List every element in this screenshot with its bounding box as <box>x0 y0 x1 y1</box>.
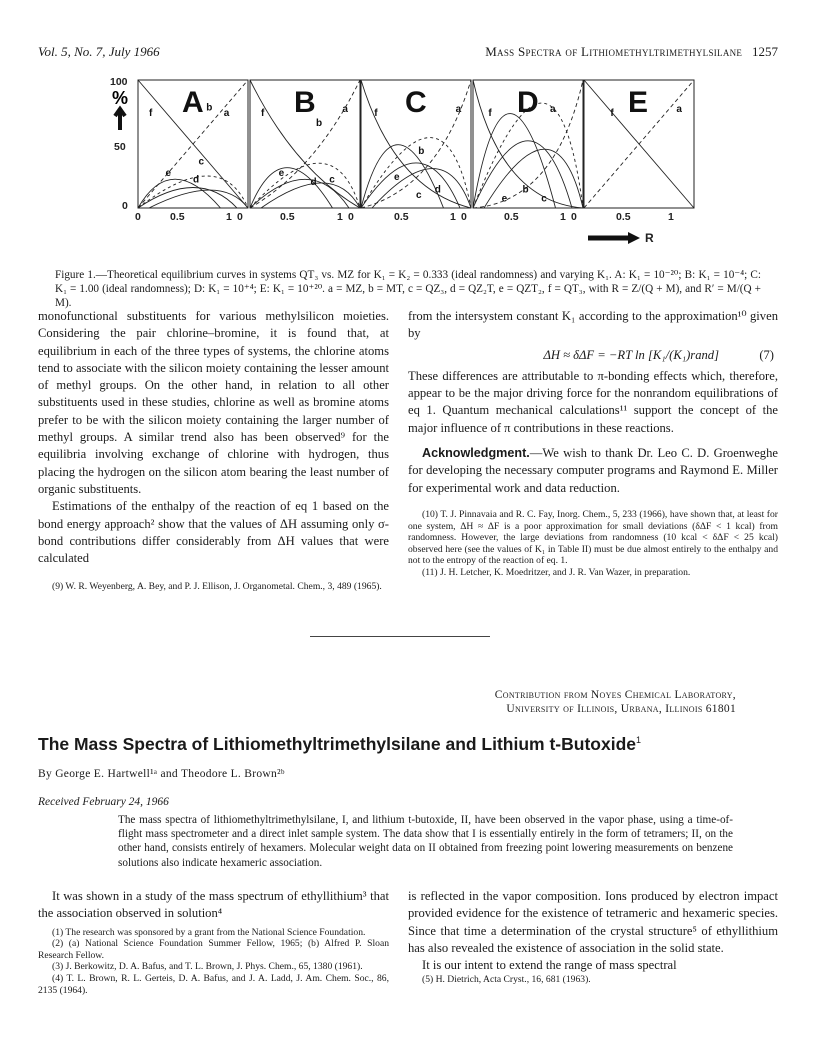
curve-label: b <box>522 184 529 196</box>
figure-1-curves <box>100 72 700 252</box>
x-tick: 0.5 <box>394 211 409 223</box>
curve-label: c <box>541 193 547 205</box>
x-tick: 0.5 <box>170 211 185 223</box>
curve-label: a <box>676 104 682 115</box>
paragraph: from the intersystem constant K₁ according to the approximation¹⁰ given by <box>408 309 778 341</box>
x-tick: 1 <box>226 211 232 223</box>
running-header-volume: Vol. 5, No. 7, July 1966 <box>38 44 160 59</box>
panel-E <box>584 80 694 208</box>
curve-label: c <box>198 156 205 168</box>
footnote-10: (10) T. J. Pinnavaia and R. C. Fay, Inorg. Chem., 5, 233 (1966), have shown that, at least for one system, ΔH ≈ ΔF is a poor approximation for small deviations (δΔF < 1 kcal) from randomness. However, the large deviations from randomness (10 kcal < δΔF < 25 kcal) observed here (see the values of K₁ in Table II) must be due almost entirely to the enthalpy and not to the entropy of the reaction of eq. 1. <box>408 508 778 567</box>
footnote-3: (3) J. Berkowitz, D. A. Bafus, and T. L. Brown, J. Phys. Chem., 65, 1380 (1961). <box>52 961 363 973</box>
curve-label: d <box>434 184 441 196</box>
curve-label: b <box>206 102 213 114</box>
panel-C <box>361 80 471 208</box>
curve-label: d <box>310 176 317 188</box>
curve-label: a <box>342 104 348 115</box>
y-tick-50: 50 <box>114 141 126 153</box>
curve-c <box>372 169 471 208</box>
panel-letter: A <box>182 86 204 119</box>
curve-label: e <box>394 171 400 183</box>
curve-label: e <box>501 193 508 205</box>
article-title-text: The Mass Spectra of Lithiomethyltrimethylsilane and Lithium t-Butoxide <box>38 734 636 754</box>
curve-label: c <box>416 189 422 201</box>
received-date: Received February 24, 1966 <box>38 796 169 808</box>
x-tick: 0 <box>571 211 577 223</box>
curve-label: a <box>223 107 230 119</box>
paragraph: Estimations of the enthalpy of the reaction of eq 1 based on the bond energy approach² show that the values of ΔH assuming only σ-bond contributions differ considerably from ΔH values that were calculated <box>38 499 389 566</box>
x-tick: 1 <box>668 211 674 223</box>
curve-label: f <box>149 107 153 119</box>
footnote-5 <box>408 974 778 986</box>
curve-c <box>484 149 583 208</box>
x-tick: 0.5 <box>616 211 631 223</box>
acknowledgment-heading: Acknowledgment. <box>422 446 530 461</box>
x-tick: 0 <box>461 211 467 223</box>
curve-label: f <box>374 107 378 119</box>
x-tick: 0 <box>135 211 141 223</box>
panel-A <box>138 80 248 208</box>
footnote-11: (11) J. H. Letcher, K. Moedritzer, and J. R. Van Wazer, in preparation. <box>422 566 691 578</box>
x-tick: 0 <box>348 211 354 223</box>
curve-label: a <box>455 104 462 115</box>
lower-right-column <box>408 888 778 986</box>
curve-label: f <box>610 107 614 119</box>
right-arrow-head-icon <box>628 232 640 244</box>
footnote-4: (4) T. L. Brown, R. L. Gerteis, D. A. Bafus, and J. A. Ladd, J. Am. Chem. Soc., 86, 2135 (1964). <box>38 972 389 996</box>
curve-e <box>250 168 333 208</box>
equation-number: (7) <box>759 347 774 362</box>
equation-7 <box>408 347 778 364</box>
page-number: 1257 <box>752 44 778 59</box>
curve-d <box>361 163 460 208</box>
curve-label: f <box>488 107 492 119</box>
curve-e <box>361 145 444 208</box>
curve-label: b <box>316 118 323 130</box>
panel-letter: B <box>294 86 316 119</box>
byline: By George E. Hartwell¹ᵃ and Theodore L. Brown²ᵇ <box>38 768 285 780</box>
panel-D <box>473 80 583 208</box>
section-divider <box>310 636 490 637</box>
curve-label: a <box>550 104 556 115</box>
footnotes <box>408 509 778 579</box>
curve-label: c <box>329 174 335 186</box>
panel-letter: C <box>405 86 427 119</box>
paragraph: It was shown in a study of the mass spectrum of ethyllithium³ that the association observed in solution⁴ <box>38 889 389 921</box>
acknowledgment-body: —We wish to thank Dr. Leo C. D. Groenweghe for developing the necessary computer programs and Raymond E. Miller for experimental work and data reduction. <box>408 446 778 495</box>
x-tick: 1 <box>560 211 566 223</box>
panel-letter: D <box>517 86 539 119</box>
footnote-9 <box>38 581 389 593</box>
curve-label: d <box>193 174 200 186</box>
abstract: The mass spectra of lithiomethyltrimethylsilane, I, and lithium t-butoxide, II, have been observed in the vapor phase, using a time-of-flight mass spectrometer and a direct inlet sample system. The data show that I is essentially entirely in the form of tetramers; II, on the other hand, consists entirely of hexamers. Molecular weight data on II obtained from freezing point lowering measurements on benzene solutions also indicate hexameric association. <box>118 814 733 869</box>
x-tick: 1 <box>450 211 456 223</box>
y-tick-0: 0 <box>122 200 128 212</box>
panel-B <box>250 80 360 208</box>
article-title <box>38 734 641 755</box>
y-axis-label: % <box>112 88 129 108</box>
paragraph: is reflected in the vapor composition. Ions produced by electron impact provided evidence for the existence of tetrameric and hexameric species. Since that time a determination of the crystal structure⁵ of ethyllithium has also revealed the existence of association in the solid state. <box>408 889 778 955</box>
contribution-line-2: University of Illinois, Urbana, Illinois 61801 <box>506 703 736 715</box>
x-tick: 1 <box>337 211 343 223</box>
footnote-text: (9) W. R. Weyenberg, A. Bey, and P. J. Ellison, J. Organometal. Chem., 3, 489 (1965). <box>52 581 382 593</box>
running-header-title: Mass Spectra of Lithiomethyltrimethylsilane <box>485 44 743 59</box>
lower-left-column <box>38 888 389 996</box>
y-tick-100: 100 <box>110 76 128 88</box>
x-axis-label: R <box>645 231 654 245</box>
curve-label: e <box>165 168 172 179</box>
x-tick: 0.5 <box>280 211 295 223</box>
footnote-text: (5) H. Dietrich, Acta Cryst., 16, 681 (1963). <box>422 974 591 986</box>
panel-letter: E <box>628 86 649 119</box>
curve-label: f <box>261 107 265 119</box>
footnote-1: (1) The research was sponsored by a grant from the National Science Foundation. <box>52 926 366 938</box>
acknowledgment <box>408 445 778 497</box>
paragraph: It is our intent to extend the range of mass spectral <box>422 958 677 973</box>
curve-label: b <box>418 146 425 158</box>
curve-e <box>138 179 221 208</box>
x-tick: 0.5 <box>504 211 519 223</box>
up-arrow-icon <box>115 109 125 130</box>
contribution-line-1: Contribution from Noyes Chemical Laboratory, <box>494 689 736 701</box>
figure-caption: Figure 1.—Theoretical equilibrium curves in systems QT₃ vs. MZ for K₁ = K₂ = 0.333 (ideal randomness) and varying K₁. A: K₁ = 10⁻²⁰; B: K₁ = 10⁻⁴; C: K₁ = 1.00 (ideal randomness); D: K₁ = 10⁺⁴; E: K₁ = 10⁺²⁰. a = MZ, b = MT, c = QZ₃, d = QZ₂T, e = QZT₂, f = QT₃, with R = Z/(Q + M), and R′ = M/(Q + M). <box>55 269 761 309</box>
equation-text: ΔH ≈ δΔF = −RT ln [K₁/(K₁)rand] <box>543 347 719 362</box>
footnotes <box>38 927 389 997</box>
x-tick: 0 <box>237 211 243 223</box>
curve-label: e <box>278 168 285 179</box>
upper-right-column <box>408 308 778 579</box>
paragraph: These differences are attributable to π-bonding effects which, therefore, appear to be the major driving force for the nonrandom equilibrations of eq 1. Quantum mechanical calculations¹¹ support the concept of the major influence of π contributions in these reactions. <box>408 368 778 435</box>
curve-c <box>149 190 248 208</box>
upper-left-column <box>38 308 389 593</box>
contribution-line <box>495 688 736 716</box>
title-footnote-mark: 1 <box>636 735 642 746</box>
paragraph: monofunctional substituents for various methylsilicon moieties. Considering the pair chlorine–bromine, it is found that, at equilibrium in each of the three types of systems, the chlorine atoms tend to associate with the silicon moiety containing the lesser amount of methyl groups. On the other hand, in relation to all other substituents used in these studies, chlorine as well as bromine atoms prefer to be with the silicon moiety containing the larger number of methyl groups. A similar trend also has been observed⁹ for the equilibria involving exchange of chlorine with hydrogen, thus placing the hydrogen on the silicon atom bearing the least number of organic substituents. <box>38 309 389 496</box>
footnote-2: (2) (a) National Science Foundation Summer Fellow, 1965; (b) Alfred P. Sloan Research Fellow. <box>38 938 389 961</box>
running-header-right <box>485 44 778 60</box>
x-tick-labels <box>135 211 674 223</box>
